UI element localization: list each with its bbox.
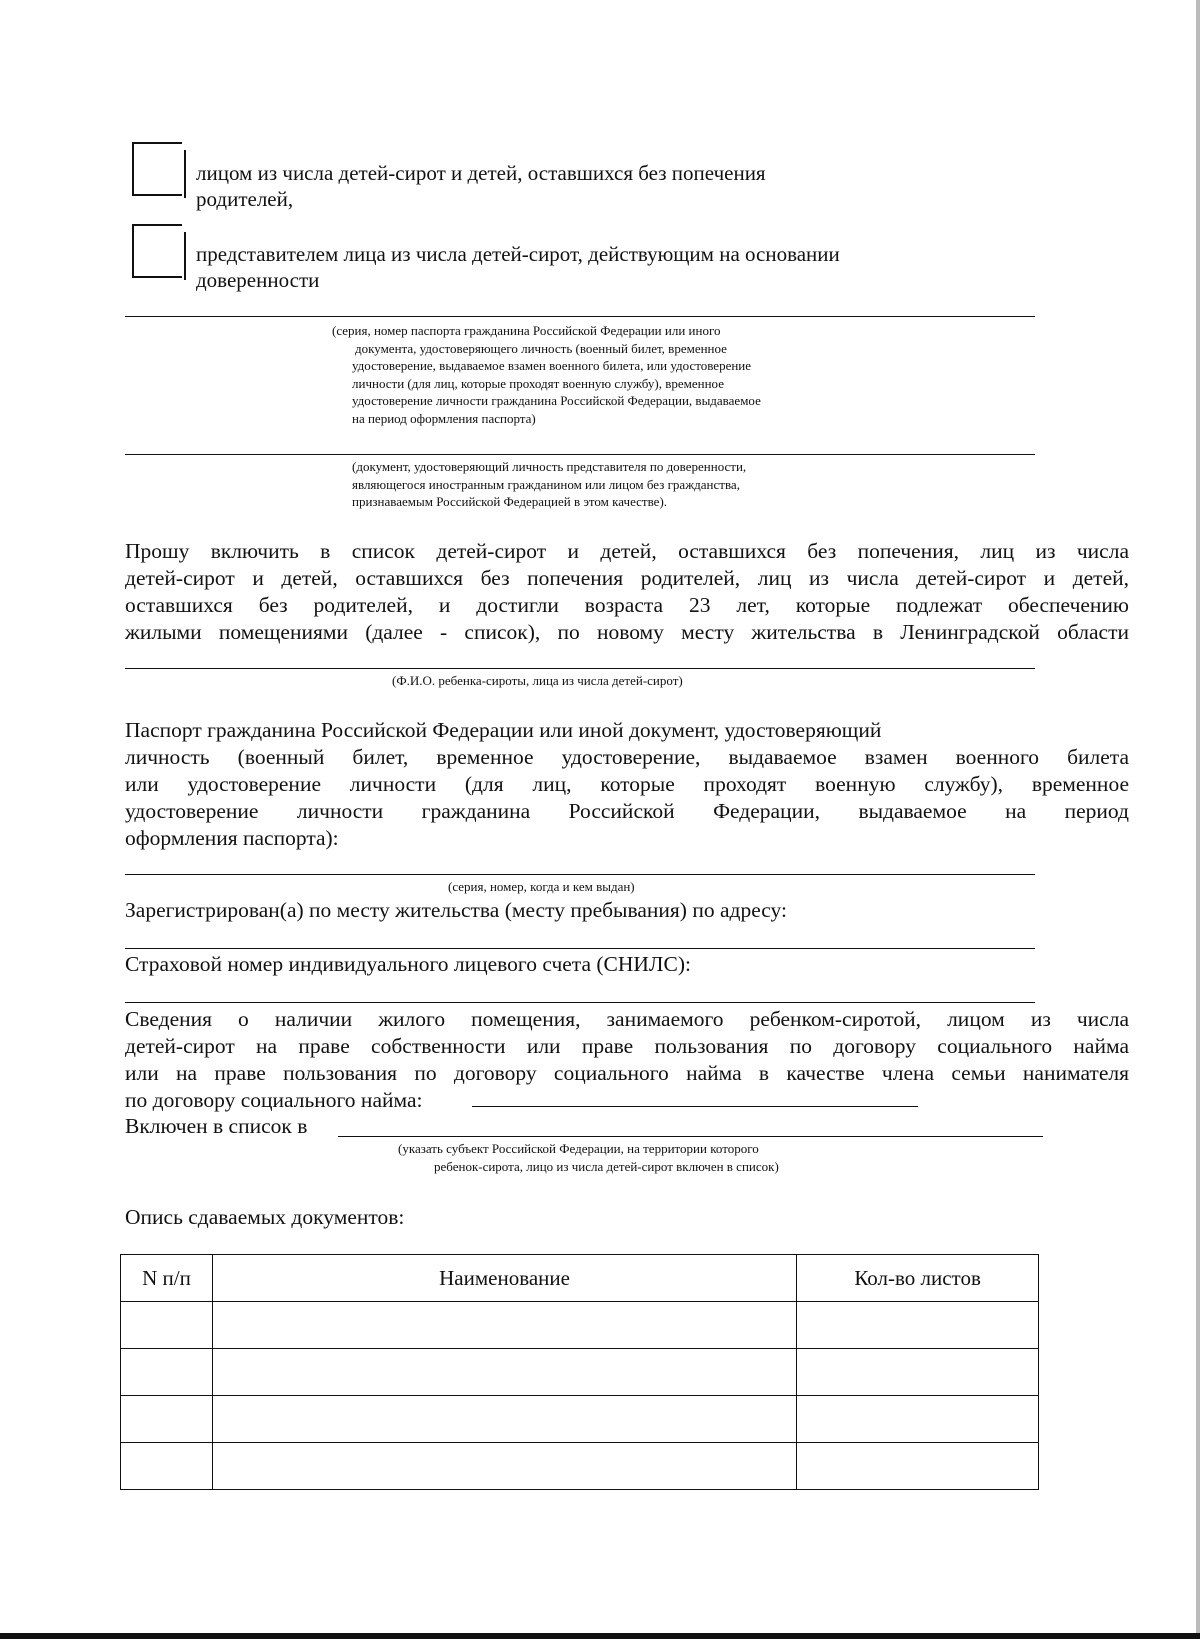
representative-doc-input-line[interactable] xyxy=(125,454,1035,455)
option-orphan-line2: родителей, xyxy=(196,187,294,211)
note-passport-line: удостоверение личности гражданина Российской Федерации, выдаваемое xyxy=(352,393,761,408)
request-paragraph xyxy=(125,538,1129,646)
table-cell[interactable] xyxy=(212,1443,796,1490)
housing-line: детей-сирот на праве собственности или праве пользования по договору социального найма xyxy=(125,1034,1129,1058)
table-cell[interactable] xyxy=(797,1302,1039,1349)
table-row xyxy=(121,1443,1039,1490)
option-representative-line2: доверенности xyxy=(196,268,320,292)
note-subject-line: ребенок-сирота, лицо из числа детей-сирот включен в список) xyxy=(434,1158,779,1174)
passport-line: или удостоверение личности (для лиц, которые проходят военную службу), временное xyxy=(125,772,1129,796)
table-cell[interactable] xyxy=(212,1349,796,1396)
table-cell[interactable] xyxy=(121,1396,213,1443)
included-label: Включен в список в xyxy=(125,1114,308,1138)
option-orphan-text xyxy=(196,160,976,212)
passport-line: Паспорт гражданина Российской Федерации или иной документ, удостоверяющий xyxy=(125,718,882,742)
scan-edge-right xyxy=(1196,0,1200,1639)
note-passport-line: удостоверение, выдаваемое взамен военного билета, или удостоверение xyxy=(352,358,752,373)
scan-edge-bottom xyxy=(0,1633,1200,1639)
housing-line: Сведения о наличии жилого помещения, занимаемого ребенком-сиротой, лицом из числа xyxy=(125,1007,1129,1031)
snils-input-line[interactable] xyxy=(125,1002,1035,1003)
snils-label: Страховой номер индивидуального лицевого счета (СНИЛС): xyxy=(125,952,691,976)
request-line: детей-сирот и детей, оставшихся без попечения родителей, лиц из числа детей-сирот и детей, xyxy=(125,566,1129,590)
note-representative-line: являющегося иностранным гражданином или лицом без гражданства, xyxy=(352,476,740,492)
note-subject-line: (указать субъект Российской Федерации, на территории которого xyxy=(398,1141,759,1156)
option-representative-line1: представителем лица из числа детей-сирот, действующим на основании xyxy=(196,242,840,266)
passport-line: оформления паспорта): xyxy=(125,826,339,850)
table-cell[interactable] xyxy=(797,1396,1039,1443)
request-line: Прошу включить в список детей-сирот и детей, оставшихся без попечения, лиц из числа xyxy=(125,539,1129,563)
registered-label: Зарегистрирован(а) по месту жительства (месту пребывания) по адресу: xyxy=(125,898,787,922)
included-subject-input-line[interactable] xyxy=(338,1136,1043,1137)
request-line: жилыми помещениями (далее - список), по новому месту жительства в Ленинградской области xyxy=(125,620,1129,644)
note-series: (серия, номер, когда и кем выдан) xyxy=(448,879,635,894)
housing-line: или на праве пользования по договору социального найма в качестве члена семьи нанимателя xyxy=(125,1061,1129,1085)
table-cell[interactable] xyxy=(121,1349,213,1396)
table-cell[interactable] xyxy=(797,1349,1039,1396)
passport-input-line[interactable] xyxy=(125,316,1035,317)
note-passport-line: на период оформления паспорта) xyxy=(352,410,536,426)
table-row xyxy=(121,1396,1039,1443)
checkbox-bracket xyxy=(178,232,186,280)
passport-paragraph xyxy=(125,717,1129,852)
table-cell[interactable] xyxy=(797,1443,1039,1490)
option-representative-text xyxy=(196,241,976,293)
documents-table xyxy=(120,1254,1039,1490)
housing-input-line[interactable] xyxy=(472,1106,918,1107)
table-row xyxy=(121,1302,1039,1349)
table-cell[interactable] xyxy=(121,1443,213,1490)
fio-input-line[interactable] xyxy=(125,668,1035,669)
request-line: оставшихся без родителей, и достигли возраста 23 лет, которые подлежат обеспечению xyxy=(125,593,1129,617)
header-name: Наименование xyxy=(212,1255,796,1302)
header-sheet-count: Кол-во листов xyxy=(797,1255,1039,1302)
table-cell[interactable] xyxy=(121,1302,213,1349)
note-passport xyxy=(332,322,761,427)
table-header-row xyxy=(121,1255,1039,1302)
note-passport-line: документа, удостоверяющего личность (военный билет, временное xyxy=(355,340,727,356)
inventory-title: Опись сдаваемых документов: xyxy=(125,1205,405,1229)
header-number: N п/п xyxy=(121,1255,213,1302)
passport-line: удостоверение личности гражданина Российской Федерации, выдаваемое на период xyxy=(125,799,1129,823)
address-input-line[interactable] xyxy=(125,948,1035,949)
note-passport-line: (серия, номер паспорта гражданина Российской Федерации или иного xyxy=(332,323,721,338)
table-cell[interactable] xyxy=(212,1396,796,1443)
table-cell[interactable] xyxy=(212,1302,796,1349)
passport-details-input-line[interactable] xyxy=(125,874,1035,875)
note-subject xyxy=(398,1140,779,1175)
note-representative xyxy=(352,458,746,511)
note-fio: (Ф.И.О. ребенка-сироты, лица из числа детей-сирот) xyxy=(392,673,683,688)
option-orphan-line1: лицом из числа детей-сирот и детей, оставшихся без попечения xyxy=(196,161,766,185)
housing-paragraph xyxy=(125,1006,1129,1114)
note-representative-line: признаваемым Российской Федерацией в этом качестве). xyxy=(352,494,668,509)
checkbox-bracket xyxy=(178,150,186,198)
note-representative-line: (документ, удостоверяющий личность представителя по доверенности, xyxy=(352,459,747,474)
note-passport-line: личности (для лиц, которые проходят военную службу), временное xyxy=(352,375,724,391)
checkbox-representative[interactable] xyxy=(132,224,182,278)
passport-line: личность (военный билет, временное удостоверение, выдаваемое взамен военного билета xyxy=(125,745,1129,769)
housing-line: по договору социального найма: xyxy=(125,1088,423,1112)
table-row xyxy=(121,1349,1039,1396)
checkbox-orphan[interactable] xyxy=(132,142,182,196)
